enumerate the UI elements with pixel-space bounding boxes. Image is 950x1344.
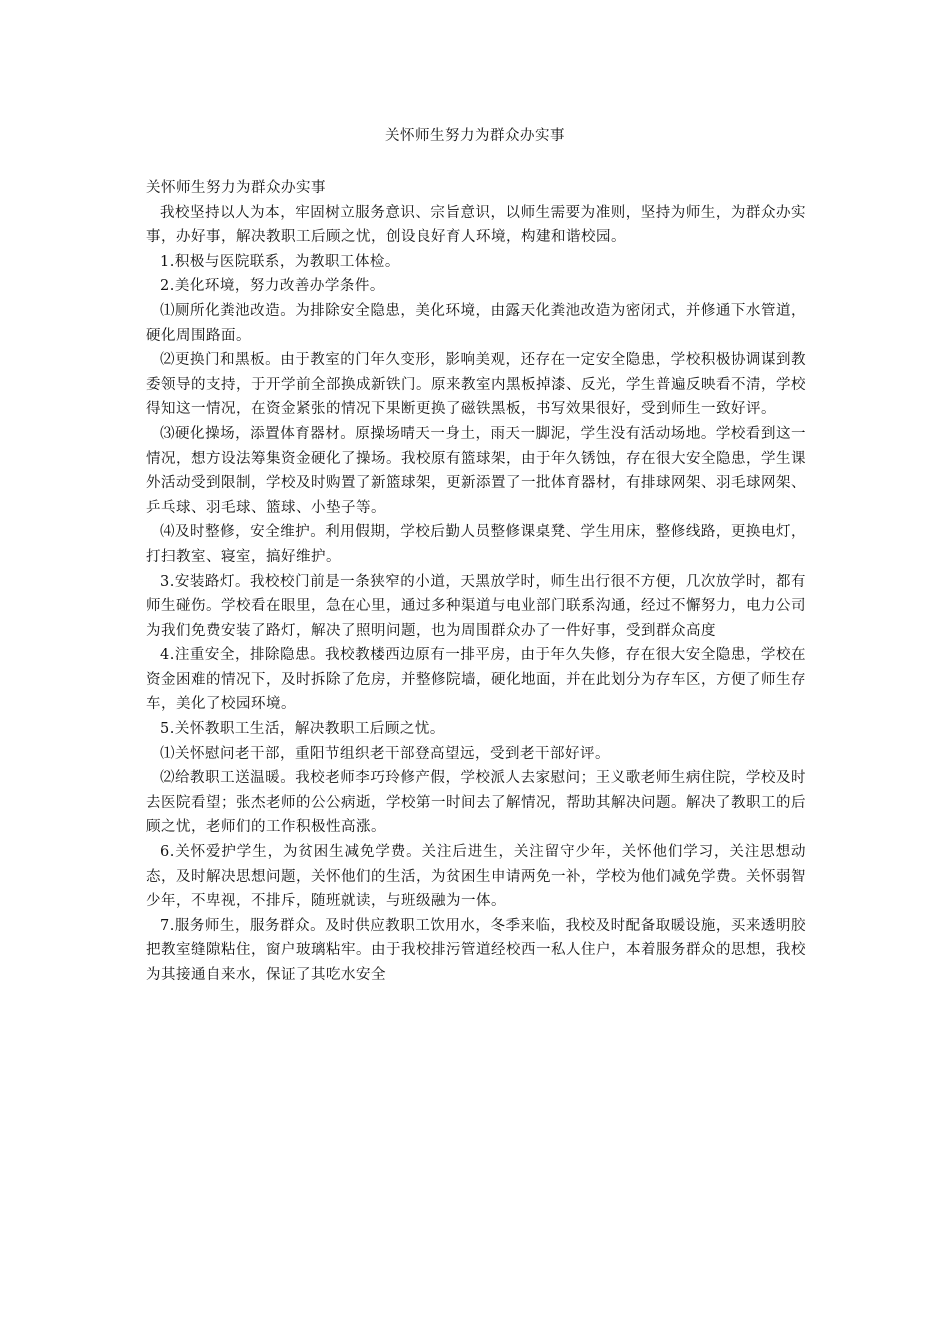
paragraph-item-5-1: ⑴关怀慰问老干部，重阳节组织老干部登高望远，受到老干部好评。 — [160, 745, 610, 762]
paragraph-item-1: 1.积极与医院联系，为教职工体检。 — [160, 253, 400, 270]
paragraph-item-6: 6.关怀爱护学生，为贫困生减免学费。关注后进生，关注留守少年，关怀他们学习，关注思想动态，及时解决思想问题，关怀他们的生活，为贫困生申请两免一补，学校为他们减免学费。关怀弱智少年，不卑视，不排斥，随班就读，与班级融为一体。 — [146, 844, 806, 910]
paragraph-item-2-4: ⑷及时整修，安全维护。利用假期，学校后勤人员整修课桌凳、学生用床，整修线路，更换电灯，打扫教室、寝室，搞好维护。 — [146, 524, 806, 565]
paragraph-intro: 我校坚持以人为本，牢固树立服务意识、宗旨意识，以师生需要为准则，坚持为师生，为群众办实事，办好事，解决教职工后顾之忧，创设良好育人环境，构建和谐校园。 — [146, 204, 806, 246]
paragraph-item-2-2: ⑵更换门和黑板。由于教室的门年久变形，影响美观，还存在一定安全隐患，学校积极协调谋到教委领导的支持，于开学前全部换成新铁门。原来教室内黑板掉漆、反光，学生普遍反映看不清，学校得知这一情况，在资金紧张的情况下果断更换了磁铁黑板，书写效果很好，受到师生一致好评。 — [146, 352, 806, 418]
paragraph-item-3: 3.安装路灯。我校校门前是一条狭窄的小道，天黑放学时，师生出行很不方便，几次放学时，都有师生碰伤。学校看在眼里，急在心里，通过多种渠道与电业部门联系沟通，经过不懈努力，电力公司为我们免费安装了路灯，解决了照明问题，也为周围群众办了一件好事，受到群众高度 — [146, 573, 806, 639]
paragraph-item-4: 4.注重安全，排除隐患。我校教楼西边原有一排平房，由于年久失修，存在很大安全隐患，学校在资金困难的情况下，及时拆除了危房，并整修院墙，硬化地面，并在此划分为存车区，方便了师生存车，美化了校园环境。 — [146, 647, 806, 713]
paragraph-item-5: 5.关怀教职工生活，解决教职工后顾之忧。 — [160, 721, 445, 738]
paragraph-item-2-1: ⑴厕所化粪池改造。为排除安全隐患，美化环境，由露天化粪池改造为密闭式，并修通下水管道，硬化周围路面。 — [146, 302, 806, 344]
body-subtitle: 关怀师生努力为群众办实事 — [146, 180, 326, 196]
document-title: 关怀师生努力为群众办实事 — [385, 128, 565, 144]
document-body — [146, 176, 806, 988]
paragraph-item-5-2: ⑵给教职工送温暖。我校老师李巧玲修产假，学校派人去家慰问；王义歌老师生病住院，学校及时去医院看望；张杰老师的公公病逝，学校第一时间去了解情况，帮助其解决问题。解决了教职工的后顾之忧，老师们的工作积极性高涨。 — [146, 770, 806, 836]
paragraph-item-2: 2.美化环境，努力改善办学条件。 — [160, 278, 385, 295]
paragraph-item-7: 7.服务师生，服务群众。及时供应教职工饮用水，冬季来临，我校及时配备取暖设施，买来透明胶把教室缝隙粘住，窗户玻璃粘牢。由于我校排污管道经校西一私人住户，本着服务群众的思想，我校为其接通自来水，保证了其吃水安全 — [146, 917, 806, 983]
paragraph-item-2-3: ⑶硬化操场，添置体育器材。原操场晴天一身土，雨天一脚泥，学生没有活动场地。学校看到这一情况，想方设法筹集资金硬化了操场。我校原有篮球架，由于年久锈蚀，存在很大安全隐患，学生课外活动受到限制，学校及时购置了新篮球架，更新添置了一批体育器材，有排球网架、羽毛球网架、乒乓球、羽毛球、篮球、小垫子等。 — [146, 425, 806, 516]
